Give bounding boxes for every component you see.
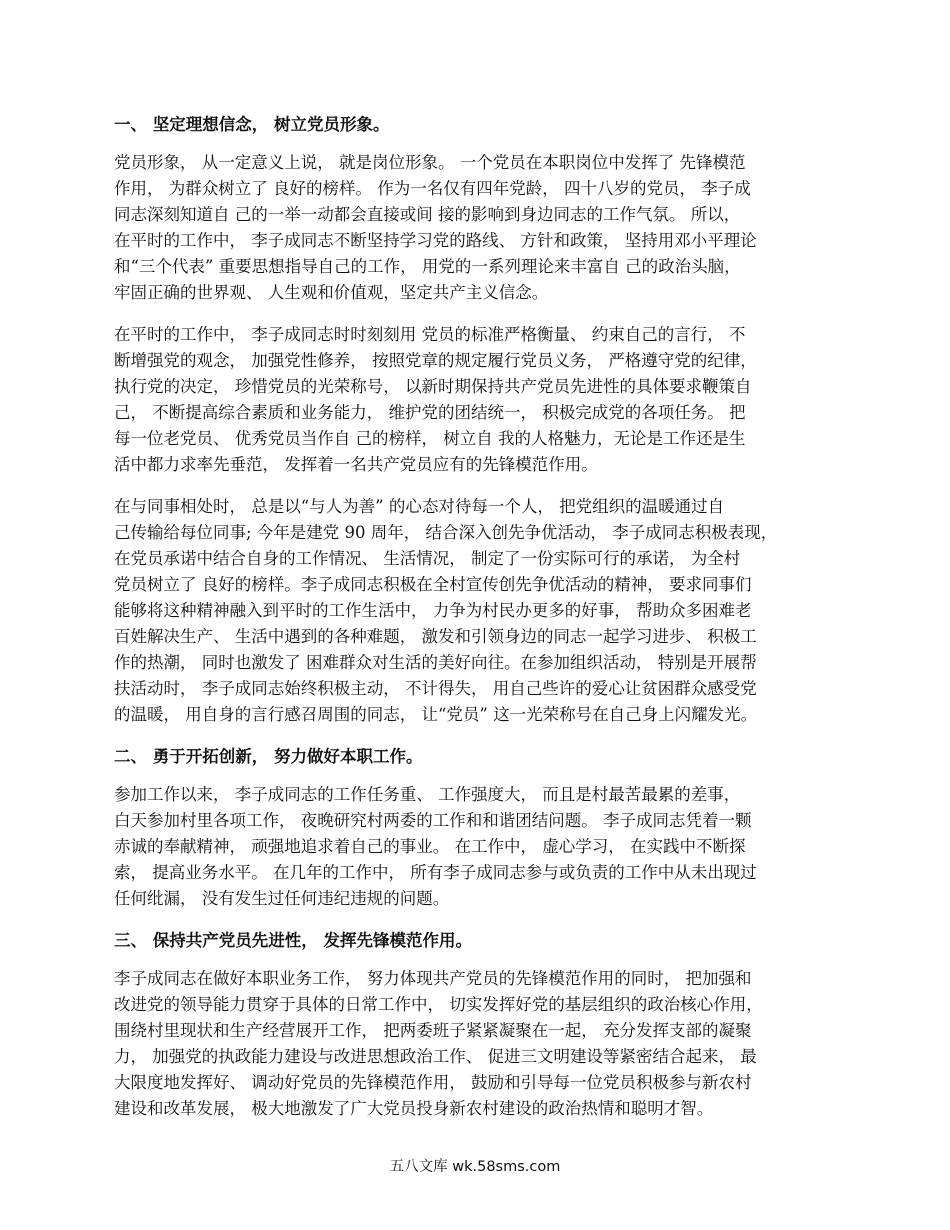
text-line: 的温暖， 用自身的言行感召周围的同志， 让“党员” 这一光荣称号在自己身上闪耀发光。	[114, 705, 758, 724]
text-line: 在平时的工作中， 李子成同志不断坚持学习党的路线、 方针和政策， 坚持用邓小平理论	[114, 231, 757, 250]
text-line: 己传输给每位同事; 今年是建党 90 周年， 结合深入创先争优活动， 李子成同志积极表现，	[114, 523, 778, 542]
text-line: 围绕村里现状和生产经营展开工作， 把两委班子紧紧凝聚在一起， 充分发挥支部的凝聚	[114, 1021, 752, 1040]
text-line: 参加工作以来， 李子成同志的工作任务重、 工作强度大， 而且是村最苦最累的差事，	[114, 785, 741, 804]
text-line: 牢固正确的世界观、 人生观和价值观，坚定共产主义信念。	[114, 283, 549, 302]
text-line: 执行党的决定， 珍惜党员的光荣称号， 以新时期保持共产党员先进性的具体要求鞭策自	[114, 377, 752, 396]
paragraph-1-3	[114, 494, 844, 728]
text-line: 白天参加村里各项工作， 夜晚研究村两委的工作和和谐团结问题。 李子成同志凭着一颗	[114, 811, 752, 830]
footer-watermark: 五八文库 wk.58sms.com	[389, 1159, 561, 1175]
document-body	[114, 112, 844, 1138]
text-line: 己， 不断提高综合素质和业务能力， 维护党的团结统一， 积极完成党的各项任务。 把	[114, 403, 746, 422]
section-heading-3: 三、 保持共产党员先进性， 发挥先锋模范作用。	[114, 931, 472, 950]
text-line: 索， 提高业务水平。 在几年的工作中， 所有李子成同志参与或负责的工作中从未出现过	[114, 863, 757, 882]
text-line: 作的热潮， 同时也激发了 困难群众对生活的美好向往。在参加组织活动， 特别是开展帮	[114, 653, 757, 672]
text-line: 同志深刻知道自 己的一举一动都会直接或间 接的影响到身边同志的工作气氛。 所以，	[114, 205, 741, 224]
text-line: 在与同事相处时， 总是以“与人为善” 的心态对待每一个人， 把党组织的温暖通过自	[114, 497, 725, 516]
text-line: 作用， 为群众树立了 良好的榜样。 作为一名仅有四年党龄， 四十八岁的党员， 李子成	[114, 179, 751, 198]
text-line: 建设和改革发展， 极大地激发了广大党员投身新农村建设的政治热情和聪明才智。	[114, 1099, 714, 1118]
text-line: 断增强党的观念， 加强党性修养， 按照党章的规定履行党员义务， 严格遵守党的纪律，	[114, 351, 757, 370]
text-line: 党员树立了 良好的榜样。李子成同志积极在全村宣传创先争优活动的精神， 要求同事们	[114, 575, 752, 594]
text-line: 活中都力求率先垂范， 发挥着一名共产党员应有的先锋模范作用。	[114, 455, 598, 474]
paragraph-1-2	[114, 322, 844, 478]
text-line: 任何纰漏， 没有发生过任何违纪违规的问题。	[114, 889, 450, 908]
section-heading-1: 一、 坚定理想信念， 树立党员形象。	[114, 115, 390, 134]
paragraph-2-1	[114, 782, 844, 912]
text-line: 每一位老党员、 优秀党员当作自 己的榜样， 树立自 我的人格魅力，无论是工作还是生	[114, 429, 746, 448]
text-line: 在党员承诺中结合自身的工作情况、 生活情况， 制定了一份实际可行的承诺， 为全村	[114, 549, 741, 568]
text-line: 和“三个代表” 重要思想指导自己的工作， 用党的一系列理论来丰富自 己的政治头脑，	[114, 257, 741, 276]
text-line: 赤诚的奉献精神， 顽强地追求着自己的事业。 在工作中， 虚心学习， 在实践中不断探	[114, 837, 746, 856]
text-line: 在平时的工作中， 李子成同志时时刻刻用 党员的标准严格衡量、 约束自己的言行， 不	[114, 325, 746, 344]
text-line: 党员形象， 从一定意义上说， 就是岗位形象。 一个党员在本职岗位中发挥了 先锋模范	[114, 153, 746, 172]
text-line: 扶活动时， 李子成同志始终积极主动， 不计得失， 用自己些许的爱心让贫困群众感受党	[114, 679, 757, 698]
text-line: 改进党的领导能力贯穿于具体的日常工作中， 切实发挥好党的基层组织的政治核心作用，	[114, 995, 763, 1014]
paragraph-1-1	[114, 150, 844, 306]
text-line: 能够将这种精神融入到平时的工作生活中， 力争为村民办更多的好事， 帮助众多困难老	[114, 601, 752, 620]
section-heading-2: 二、 勇于开拓创新， 努力做好本职工作。	[114, 747, 423, 766]
text-line: 李子成同志在做好本职业务工作， 努力体现共产党员的先锋模范作用的同时， 把加强和	[114, 969, 752, 988]
text-line: 百姓解决生产、 生活中遇到的各种难题， 激发和引领身边的同志一起学习进步、 积极工	[114, 627, 757, 646]
text-line: 大限度地发挥好、 调动好党员的先锋模范作用， 鼓励和引导每一位党员积极参与新农村	[114, 1073, 752, 1092]
text-line: 力， 加强党的执政能力建设与改进思想政治工作、 促进三文明建设等紧密结合起来， 最	[114, 1047, 757, 1066]
paragraph-3-1	[114, 966, 844, 1122]
